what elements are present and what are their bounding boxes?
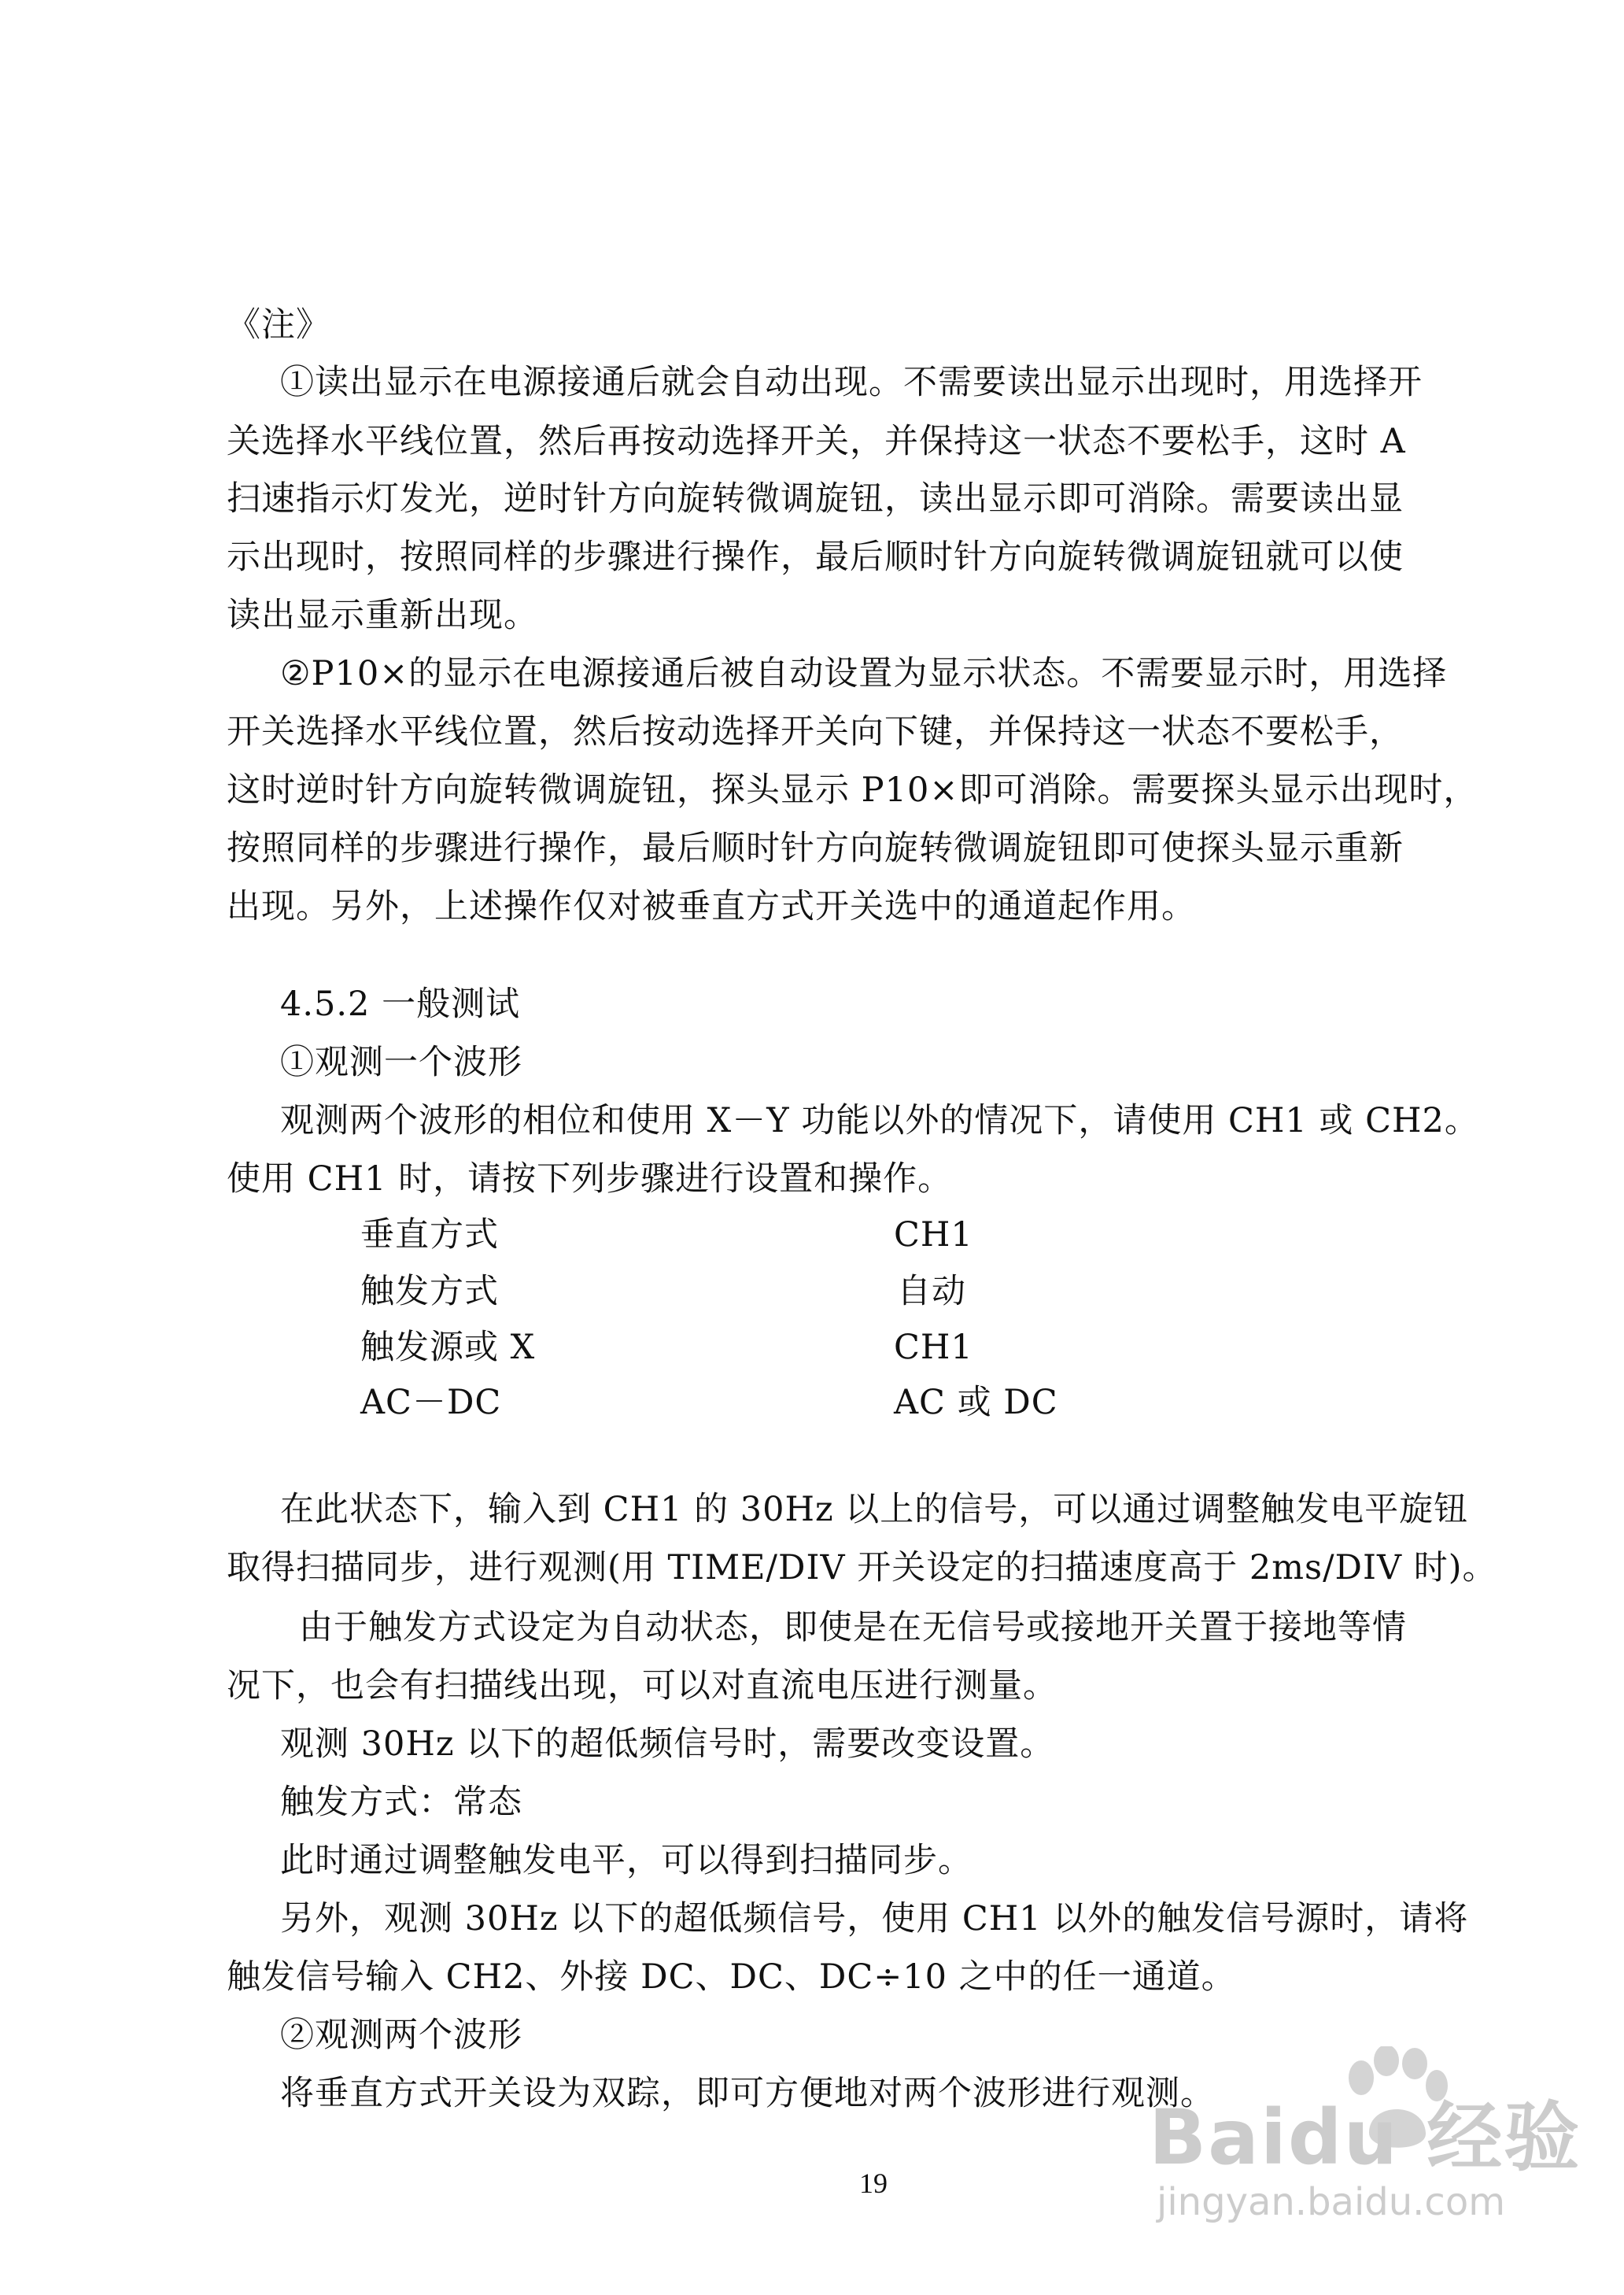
paragraph-7: 将垂直方式开关设为双踪，即可方便地对两个波形进行观测。 bbox=[280, 2074, 1215, 2113]
setting-value: CH1 bbox=[894, 1328, 973, 1367]
watermark-brand: Baidu 经验 bbox=[1149, 2094, 1582, 2182]
note-1-line-5: 读出显示重新出现。 bbox=[227, 596, 538, 635]
subheading-two-waveforms: ②观测两个波形 bbox=[280, 2016, 522, 2055]
note-2-line-2: 开关选择水平线位置，然后按动选择开关向下键，并保持这一状态不要松手， bbox=[227, 712, 1404, 752]
note-1-line-3: 扫速指示灯发光，逆时针方向旋转微调旋钮，读出显示即可消除。需要读出显 bbox=[227, 479, 1404, 519]
setting-name: 垂直方式 bbox=[360, 1215, 499, 1255]
note-1-line-1: ①读出显示在电源接通后就会自动出现。不需要读出显示出现时，用选择开 bbox=[280, 363, 1423, 402]
note-2-line-3: 这时逆时针方向旋转微调旋钮，探头显示 P10×即可消除。需要探头显示出现时， bbox=[227, 771, 1478, 810]
section-heading: 4.5.2 一般测试 bbox=[280, 985, 521, 1024]
note-1-line-2: 关选择水平线位置，然后再按动选择开关，并保持这一状态不要松手，这时 A bbox=[227, 422, 1406, 461]
setting-value: AC 或 DC bbox=[894, 1383, 1058, 1422]
paragraph-4: 触发方式：常态 bbox=[280, 1783, 522, 1822]
page-number: 19 bbox=[859, 2168, 888, 2199]
paragraph-6-line-2: 触发信号输入 CH2、外接 DC、DC、DC÷10 之中的任一通道。 bbox=[227, 1957, 1236, 1997]
intro-line-1: 观测两个波形的相位和使用 X－Y 功能以外的情况下，请使用 CH1 或 CH2。 bbox=[280, 1101, 1479, 1140]
paragraph-6-line-1: 另外，观测 30Hz 以下的超低频信号，使用 CH1 以外的触发信号源时，请将 bbox=[280, 1899, 1469, 1938]
setting-name: AC－DC bbox=[360, 1383, 502, 1422]
setting-name: 触发方式 bbox=[360, 1272, 499, 1311]
setting-value: 自动 bbox=[897, 1272, 966, 1311]
paragraph-2-line-2: 况下，也会有扫描线出现，可以对直流电压进行测量。 bbox=[227, 1666, 1057, 1706]
paragraph-1-line-1: 在此状态下，输入到 CH1 的 30Hz 以上的信号，可以通过调整触发电平旋钮 bbox=[280, 1490, 1469, 1529]
paragraph-1-line-2: 取得扫描同步，进行观测(用 TIME/DIV 开关设定的扫描速度高于 2ms/DIV 时)。 bbox=[227, 1548, 1497, 1587]
setting-value: CH1 bbox=[894, 1215, 973, 1255]
paragraph-5: 此时通过调整触发电平，可以得到扫描同步。 bbox=[280, 1841, 973, 1880]
paragraph-3: 观测 30Hz 以下的超低频信号时，需要改变设置。 bbox=[280, 1724, 1055, 1764]
paragraph-2-line-1: 由于触发方式设定为自动状态，即使是在无信号或接地开关置于接地等情 bbox=[299, 1608, 1407, 1647]
baidu-jingyan-watermark bbox=[1149, 2046, 1582, 2235]
intro-line-2: 使用 CH1 时，请按下列步骤进行设置和操作。 bbox=[227, 1159, 953, 1199]
note-heading: 《注》 bbox=[227, 305, 330, 345]
note-2-line-1: ②P10×的显示在电源接通后被自动设置为显示状态。不需要显示时，用选择 bbox=[280, 654, 1448, 693]
watermark-url: jingyan.baidu.com bbox=[1157, 2180, 1505, 2224]
note-2-line-4: 按照同样的步骤进行操作，最后顺时针方向旋转微调旋钮即可使探头显示重新 bbox=[227, 829, 1404, 868]
setting-name: 触发源或 X bbox=[360, 1328, 536, 1367]
subheading-one-waveform: ①观测一个波形 bbox=[280, 1043, 522, 1082]
note-1-line-4: 示出现时，按照同样的步骤进行操作，最后顺时针方向旋转微调旋钮就可以使 bbox=[227, 538, 1404, 577]
note-2-line-5: 出现。另外，上述操作仅对被垂直方式开关选中的通道起作用。 bbox=[227, 887, 1196, 926]
